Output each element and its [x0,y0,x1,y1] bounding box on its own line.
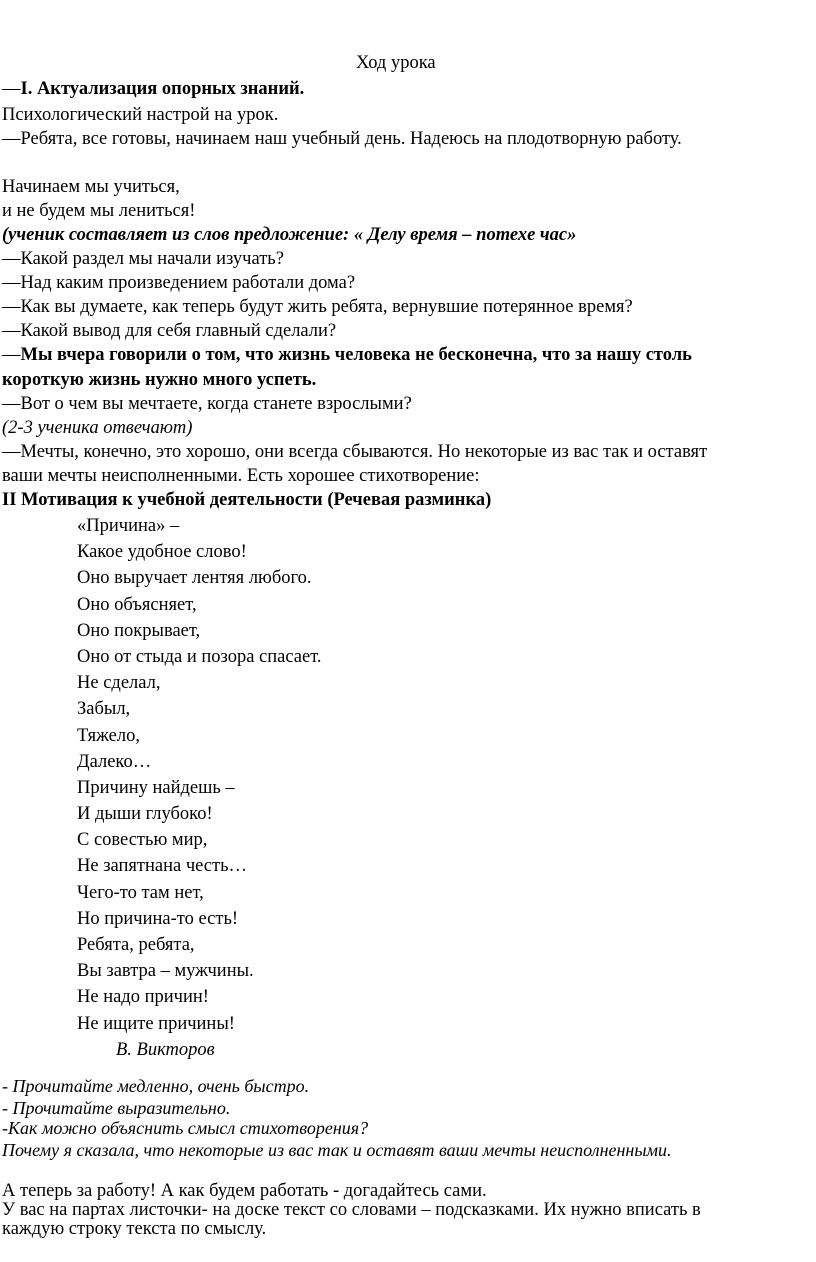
poem-line: Чего-то там нет, [77,882,204,903]
question-4: —Какой вывод для себя главный сделали? [2,321,337,341]
poem [77,513,322,1037]
section-2-heading: II Мотивация к учебной деятельности (Речевая разминка) [2,490,492,510]
section-1-heading-text: I. Актуализация опорных знаний. [20,79,305,99]
final-text-line-1: А теперь за работу! А как будем работать - догадайтесь сами. [2,1181,487,1201]
statement-dash: — [2,345,21,365]
answer-note: (2-3 ученика отвечают) [2,418,193,438]
poem-line: Забыл, [77,699,131,720]
rhyme-line-1: Начинаем мы учиться, [2,177,180,197]
dreams-text-line-1: —Мечты, конечно, это хорошо, они всегда сбываются. Но некоторые из вас так и оставят [2,442,708,462]
task-line-3: -Как можно объяснить смысл стихотворения? [2,1118,369,1138]
psych-line: Психологический настрой на урок. [2,105,279,125]
poem-line: И дыши глубоко! [77,804,213,825]
poem-line: С совестью мир, [77,830,208,851]
poem-line: Оно покрывает, [77,620,201,641]
poem-line: Но причина-то есть! [77,908,239,929]
bold-statement-line-1 [2,344,692,366]
rhyme-line-2: и не будем мы лениться! [2,201,196,221]
dream-question: —Вот о чем вы мечтаете, когда станете взрослыми? [2,394,412,414]
task-note: (ученик составляет из слов предложение: « Делу время – потехе час» [2,225,577,245]
poem-line: Не надо причин! [77,987,209,1008]
task-line-1: - Прочитайте медленно, очень быстро. [2,1076,310,1096]
poem-line: Не запятнана честь… [77,856,248,877]
question-2: —Над каким произведением работали дома? [2,273,356,293]
heading-dash: — [2,79,21,99]
bold-statement-text: Мы вчера говорили о том, что жизнь человека не бесконечна, что за нашу столь [20,345,692,365]
poem-line: Причину найдешь – [77,777,235,798]
poem-line: Какое удобное слово! [77,542,247,563]
question-3: —Как вы думаете, как теперь будут жить ребята, вернувшие потерянное время? [2,297,633,317]
poem-line: Далеко… [77,751,152,772]
question-1: —Какой раздел мы начали изучать? [2,249,284,269]
poem-line: Оно объясняет, [77,594,197,615]
poem-line: Вы завтра – мужчины. [77,961,254,982]
section-1-heading [2,78,304,100]
poem-line: Не ищите причины! [77,1013,235,1034]
poem-line: Оно выручает лентяя любого. [77,568,312,589]
poem-author: В. Викторов [116,1040,215,1060]
task-line-4: Почему я сказала, что некоторые из вас так и оставят ваши мечты неисполненными. [2,1140,672,1160]
final-text-line-3: каждую строку текста по смыслу. [2,1219,267,1239]
final-text-line-2: У вас на партах листочки- на доске текст со словами – подсказками. Их нужно вписать в [2,1200,701,1220]
dreams-text-line-2: ваши мечты неисполненными. Есть хорошее стихотворение: [2,466,480,486]
poem-line: Тяжело, [77,725,140,746]
page-title: Ход урока [356,53,436,73]
poem-line: Оно от стыда и позора спасает. [77,646,322,667]
task-line-2: - Прочитайте выразительно. [2,1098,231,1118]
greeting-line: —Ребята, все готовы, начинаем наш учебный день. Надеюсь на плодотворную работу. [2,129,682,149]
bold-statement-line-2: короткую жизнь нужно много успеть. [2,370,317,390]
poem-line: Ребята, ребята, [77,935,195,955]
poem-line: Не сделал, [77,673,161,694]
poem-line: «Причина» – [77,516,180,536]
